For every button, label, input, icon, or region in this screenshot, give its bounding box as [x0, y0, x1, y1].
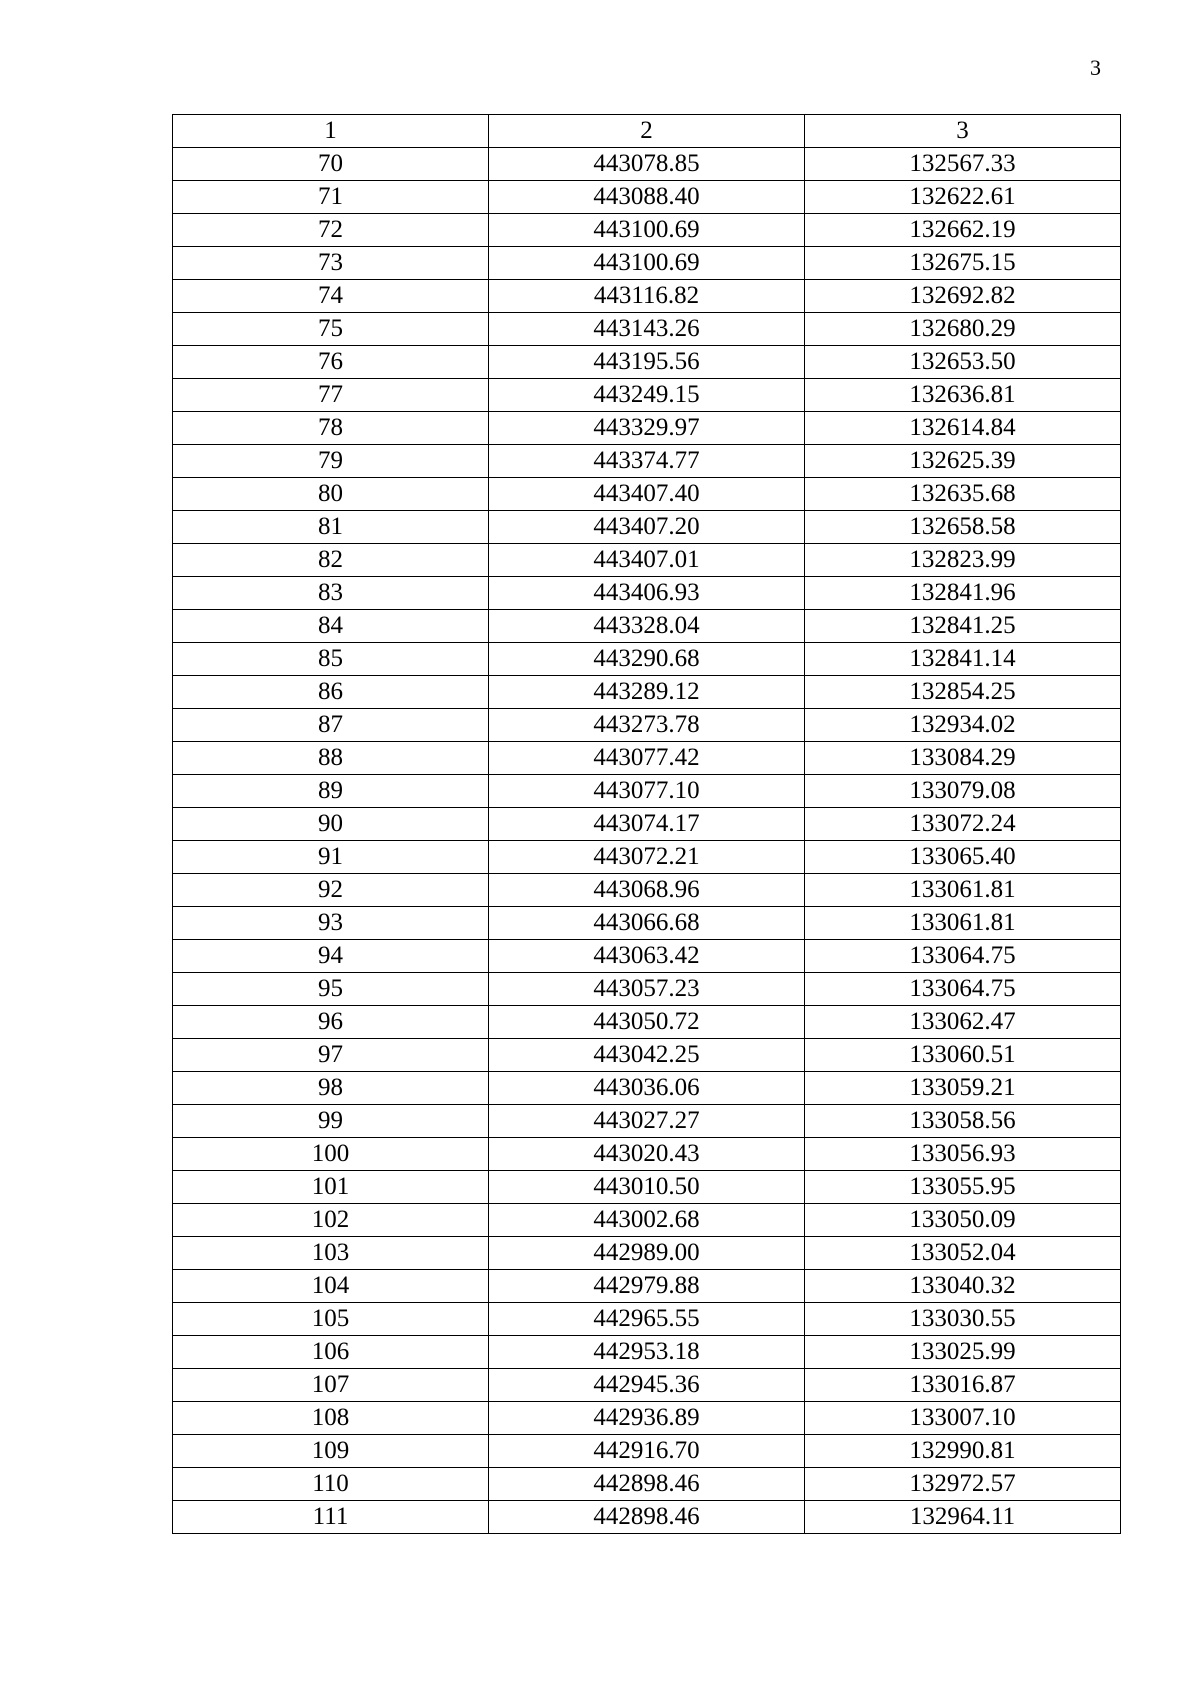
- coordinate-y-cell: 133061.81: [805, 907, 1121, 940]
- coordinate-y-cell: 133007.10: [805, 1402, 1121, 1435]
- coordinate-x-cell: 442953.18: [489, 1336, 805, 1369]
- table-row: [173, 577, 1121, 610]
- coordinate-y-cell: 132567.33: [805, 148, 1121, 181]
- table-row: [173, 445, 1121, 478]
- point-number-cell: 92: [173, 874, 489, 907]
- point-number-cell: 89: [173, 775, 489, 808]
- table-row: [173, 544, 1121, 577]
- table-row: [173, 709, 1121, 742]
- point-number-cell: 94: [173, 940, 489, 973]
- coordinate-x-cell: 443374.77: [489, 445, 805, 478]
- coordinate-x-cell: 443068.96: [489, 874, 805, 907]
- coordinate-y-cell: 133058.56: [805, 1105, 1121, 1138]
- coordinate-x-cell: 443036.06: [489, 1072, 805, 1105]
- coordinate-y-cell: 133079.08: [805, 775, 1121, 808]
- header-cell-3: 3: [805, 115, 1121, 148]
- coordinate-y-cell: 132841.25: [805, 610, 1121, 643]
- table-row: [173, 610, 1121, 643]
- table-row: [173, 643, 1121, 676]
- table-row: [173, 841, 1121, 874]
- coordinate-x-cell: 443002.68: [489, 1204, 805, 1237]
- point-number-cell: 78: [173, 412, 489, 445]
- point-number-cell: 110: [173, 1468, 489, 1501]
- point-number-cell: 72: [173, 214, 489, 247]
- coordinate-y-cell: 132625.39: [805, 445, 1121, 478]
- table-row: [173, 1303, 1121, 1336]
- table-row: [173, 1072, 1121, 1105]
- coordinate-x-cell: 443100.69: [489, 214, 805, 247]
- point-number-cell: 107: [173, 1369, 489, 1402]
- point-number-cell: 103: [173, 1237, 489, 1270]
- point-number-cell: 79: [173, 445, 489, 478]
- point-number-cell: 108: [173, 1402, 489, 1435]
- coordinate-x-cell: 443273.78: [489, 709, 805, 742]
- point-number-cell: 88: [173, 742, 489, 775]
- point-number-cell: 96: [173, 1006, 489, 1039]
- point-number-cell: 98: [173, 1072, 489, 1105]
- coordinate-y-cell: 132823.99: [805, 544, 1121, 577]
- coordinate-x-cell: 443066.68: [489, 907, 805, 940]
- header-cell-2: 2: [489, 115, 805, 148]
- point-number-cell: 100: [173, 1138, 489, 1171]
- point-number-cell: 101: [173, 1171, 489, 1204]
- table-row: [173, 148, 1121, 181]
- table-row: [173, 1006, 1121, 1039]
- point-number-cell: 99: [173, 1105, 489, 1138]
- coordinate-x-cell: 443063.42: [489, 940, 805, 973]
- coordinate-y-cell: 132675.15: [805, 247, 1121, 280]
- point-number-cell: 82: [173, 544, 489, 577]
- table-row: [173, 1501, 1121, 1534]
- page-number: 3: [1090, 55, 1101, 80]
- point-number-cell: 74: [173, 280, 489, 313]
- point-number-cell: 76: [173, 346, 489, 379]
- table-row: [173, 1336, 1121, 1369]
- coordinate-y-cell: 133072.24: [805, 808, 1121, 841]
- coordinate-x-cell: 443050.72: [489, 1006, 805, 1039]
- point-number-cell: 95: [173, 973, 489, 1006]
- coordinate-x-cell: 443328.04: [489, 610, 805, 643]
- table-row: [173, 478, 1121, 511]
- coordinate-x-cell: 443088.40: [489, 181, 805, 214]
- point-number-cell: 111: [173, 1501, 489, 1534]
- coordinate-x-cell: 443249.15: [489, 379, 805, 412]
- coordinate-y-cell: 132841.96: [805, 577, 1121, 610]
- coordinate-x-cell: 443195.56: [489, 346, 805, 379]
- point-number-cell: 102: [173, 1204, 489, 1237]
- table-row: [173, 1138, 1121, 1171]
- table-header-row: [173, 115, 1121, 148]
- point-number-cell: 77: [173, 379, 489, 412]
- table-row: [173, 1204, 1121, 1237]
- table-row: [173, 1171, 1121, 1204]
- coordinate-y-cell: 133064.75: [805, 973, 1121, 1006]
- coordinate-y-cell: 132841.14: [805, 643, 1121, 676]
- coordinate-y-cell: 133064.75: [805, 940, 1121, 973]
- coordinate-y-cell: 133056.93: [805, 1138, 1121, 1171]
- coordinate-x-cell: 442945.36: [489, 1369, 805, 1402]
- point-number-cell: 70: [173, 148, 489, 181]
- coordinate-y-cell: 133052.04: [805, 1237, 1121, 1270]
- point-number-cell: 83: [173, 577, 489, 610]
- coordinate-y-cell: 132854.25: [805, 676, 1121, 709]
- coordinate-y-cell: 132934.02: [805, 709, 1121, 742]
- point-number-cell: 104: [173, 1270, 489, 1303]
- point-number-cell: 71: [173, 181, 489, 214]
- point-number-cell: 106: [173, 1336, 489, 1369]
- coordinate-y-cell: 133059.21: [805, 1072, 1121, 1105]
- coordinate-x-cell: 443143.26: [489, 313, 805, 346]
- coordinate-x-cell: 443057.23: [489, 973, 805, 1006]
- coordinate-x-cell: 442936.89: [489, 1402, 805, 1435]
- point-number-cell: 73: [173, 247, 489, 280]
- table-row: [173, 808, 1121, 841]
- coordinate-x-cell: 443407.40: [489, 478, 805, 511]
- table-row: [173, 676, 1121, 709]
- table-row: [173, 940, 1121, 973]
- table-row: [173, 313, 1121, 346]
- coordinate-y-cell: 133055.95: [805, 1171, 1121, 1204]
- coordinate-x-cell: 443078.85: [489, 148, 805, 181]
- coordinate-y-cell: 132692.82: [805, 280, 1121, 313]
- table-row: [173, 181, 1121, 214]
- coordinate-y-cell: 133016.87: [805, 1369, 1121, 1402]
- point-number-cell: 109: [173, 1435, 489, 1468]
- point-number-cell: 90: [173, 808, 489, 841]
- table-row: [173, 1435, 1121, 1468]
- coordinate-x-cell: 443407.20: [489, 511, 805, 544]
- coordinate-x-cell: 443074.17: [489, 808, 805, 841]
- coordinate-x-cell: 443116.82: [489, 280, 805, 313]
- coordinate-y-cell: 132964.11: [805, 1501, 1121, 1534]
- coordinate-y-cell: 133065.40: [805, 841, 1121, 874]
- table-row: [173, 379, 1121, 412]
- coordinate-x-cell: 443020.43: [489, 1138, 805, 1171]
- point-number-cell: 105: [173, 1303, 489, 1336]
- coordinate-x-cell: 443289.12: [489, 676, 805, 709]
- table-row: [173, 1105, 1121, 1138]
- coordinate-y-cell: 132653.50: [805, 346, 1121, 379]
- coordinate-x-cell: 443100.69: [489, 247, 805, 280]
- point-number-cell: 81: [173, 511, 489, 544]
- coordinate-y-cell: 133084.29: [805, 742, 1121, 775]
- coordinate-y-cell: 132990.81: [805, 1435, 1121, 1468]
- coordinate-x-cell: 443010.50: [489, 1171, 805, 1204]
- coordinate-x-cell: 442979.88: [489, 1270, 805, 1303]
- table-row: [173, 280, 1121, 313]
- table-row: [173, 742, 1121, 775]
- coordinate-x-cell: 443077.42: [489, 742, 805, 775]
- coordinate-x-cell: 442916.70: [489, 1435, 805, 1468]
- point-number-cell: 85: [173, 643, 489, 676]
- table-row: [173, 1402, 1121, 1435]
- table-row: [173, 1039, 1121, 1072]
- coordinate-y-cell: 132972.57: [805, 1468, 1121, 1501]
- point-number-cell: 93: [173, 907, 489, 940]
- point-number-cell: 75: [173, 313, 489, 346]
- coordinate-y-cell: 132622.61: [805, 181, 1121, 214]
- coordinate-x-cell: 443329.97: [489, 412, 805, 445]
- point-number-cell: 86: [173, 676, 489, 709]
- table-body: [173, 115, 1121, 1534]
- coordinate-x-cell: 443407.01: [489, 544, 805, 577]
- coordinate-y-cell: 132680.29: [805, 313, 1121, 346]
- coordinate-x-cell: 443027.27: [489, 1105, 805, 1138]
- coordinate-y-cell: 133030.55: [805, 1303, 1121, 1336]
- coordinate-x-cell: 443072.21: [489, 841, 805, 874]
- coordinate-y-cell: 133040.32: [805, 1270, 1121, 1303]
- table-row: [173, 214, 1121, 247]
- table-row: [173, 874, 1121, 907]
- point-number-cell: 80: [173, 478, 489, 511]
- coordinate-y-cell: 132614.84: [805, 412, 1121, 445]
- coordinate-y-cell: 133050.09: [805, 1204, 1121, 1237]
- table-row: [173, 1237, 1121, 1270]
- point-number-cell: 87: [173, 709, 489, 742]
- coordinate-x-cell: 443077.10: [489, 775, 805, 808]
- table-row: [173, 1270, 1121, 1303]
- coordinate-y-cell: 132662.19: [805, 214, 1121, 247]
- header-cell-1: 1: [173, 115, 489, 148]
- coordinate-y-cell: 132635.68: [805, 478, 1121, 511]
- coordinate-x-cell: 442965.55: [489, 1303, 805, 1336]
- table-row: [173, 907, 1121, 940]
- table-row: [173, 1468, 1121, 1501]
- table-row: [173, 511, 1121, 544]
- coordinate-x-cell: 442989.00: [489, 1237, 805, 1270]
- coordinate-y-cell: 133062.47: [805, 1006, 1121, 1039]
- table-row: [173, 973, 1121, 1006]
- coordinate-x-cell: 442898.46: [489, 1501, 805, 1534]
- coordinate-x-cell: 442898.46: [489, 1468, 805, 1501]
- point-number-cell: 97: [173, 1039, 489, 1072]
- table-row: [173, 775, 1121, 808]
- table-row: [173, 346, 1121, 379]
- coordinates-table: [172, 114, 1121, 1534]
- coordinate-x-cell: 443290.68: [489, 643, 805, 676]
- table-row: [173, 412, 1121, 445]
- coordinate-y-cell: 133060.51: [805, 1039, 1121, 1072]
- point-number-cell: 84: [173, 610, 489, 643]
- point-number-cell: 91: [173, 841, 489, 874]
- coordinate-x-cell: 443406.93: [489, 577, 805, 610]
- coordinate-y-cell: 132636.81: [805, 379, 1121, 412]
- coordinate-y-cell: 132658.58: [805, 511, 1121, 544]
- coordinate-y-cell: 133061.81: [805, 874, 1121, 907]
- table-row: [173, 247, 1121, 280]
- table-row: [173, 1369, 1121, 1402]
- coordinate-x-cell: 443042.25: [489, 1039, 805, 1072]
- coordinate-y-cell: 133025.99: [805, 1336, 1121, 1369]
